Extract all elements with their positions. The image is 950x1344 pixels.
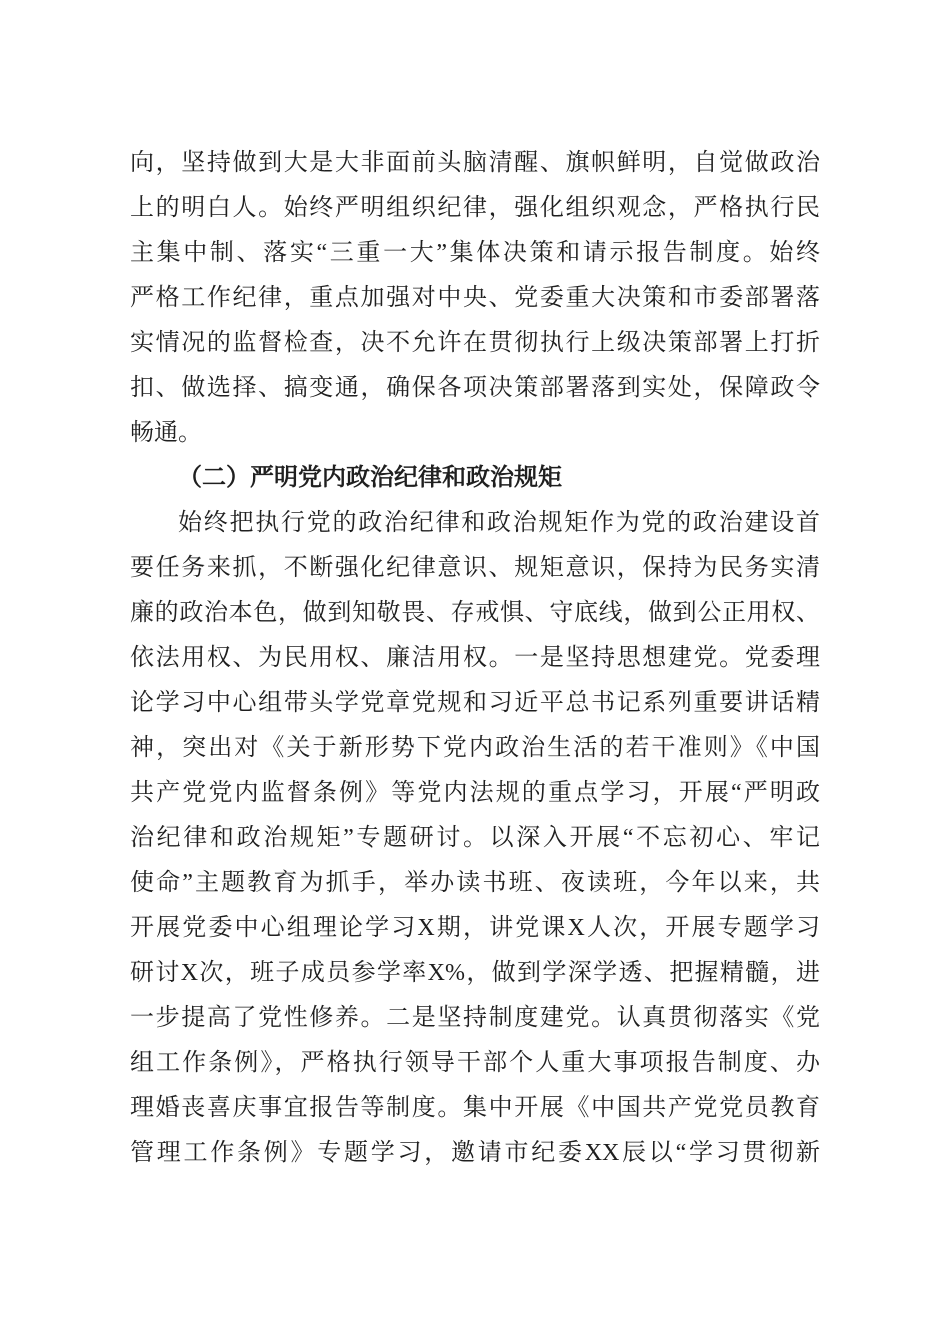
body-paragraph [130, 141, 820, 456]
text-line: 上的明白人。始终严明组织纪律，强化组织观念，严格执行民 [130, 195, 820, 221]
text-line: 主集中制、落实“三重一大”集体决策和请示报告制度。始终 [130, 240, 820, 266]
text-line: 共产党党内监督条例》等党内法规的重点学习，开展“严明政 [130, 780, 820, 806]
text-line: 畅通。 [130, 420, 202, 446]
text-line: 使命”主题教育为抓手，举办读书班、夜读班，今年以来，共 [130, 870, 820, 896]
text-line: 扣、做选择、搞变通，确保各项决策部署落到实处，保障政令 [130, 375, 820, 401]
text-line: 严格工作纪律，重点加强对中央、党委重大决策和市委部署落 [130, 285, 820, 311]
text-line: 理婚丧喜庆事宜报告等制度。集中开展《中国共产党党员教育 [130, 1095, 820, 1121]
text-line: 实情况的监督检查，决不允许在贯彻执行上级决策部署上打折 [130, 330, 820, 356]
text-line: 依法用权、为民用权、廉洁用权。一是坚持思想建党。党委理 [130, 645, 820, 671]
text-line: 一步提高了党性修养。二是坚持制度建党。认真贯彻落实《党 [130, 1005, 820, 1031]
document-text [130, 141, 820, 1176]
section-heading [130, 456, 820, 501]
text-line: 开展党委中心组理论学习X期，讲党课X人次，开展专题学习 [130, 915, 820, 941]
text-line: 组工作条例》，严格执行领导干部个人重大事项报告制度、办 [130, 1050, 820, 1076]
text-line: 始终把执行党的政治纪律和政治规矩作为党的政治建设首 [178, 510, 820, 536]
text-line: 治纪律和政治规矩”专题研讨。以深入开展“不忘初心、牢记 [130, 825, 820, 851]
text-line: 神，突出对《关于新形势下党内政治生活的若干准则》《中国 [130, 735, 820, 761]
text-line: 论学习中心组带头学党章党规和习近平总书记系列重要讲话精 [130, 690, 820, 716]
body-paragraph [130, 501, 820, 1176]
text-line: 管理工作条例》专题学习，邀请市纪委XX辰以“学习贯彻新 [130, 1140, 820, 1166]
heading-line: （二）严明党内政治纪律和政治规矩 [178, 465, 562, 491]
text-line: 要任务来抓，不断强化纪律意识、规矩意识，保持为民务实清 [130, 555, 820, 581]
text-line: 廉的政治本色，做到知敬畏、存戒惧、守底线，做到公正用权、 [130, 600, 820, 626]
text-line: 研讨X次，班子成员参学率X%，做到学深学透、把握精髓，进 [130, 960, 820, 986]
text-line: 向，坚持做到大是大非面前头脑清醒、旗帜鲜明，自觉做政治 [130, 150, 820, 176]
